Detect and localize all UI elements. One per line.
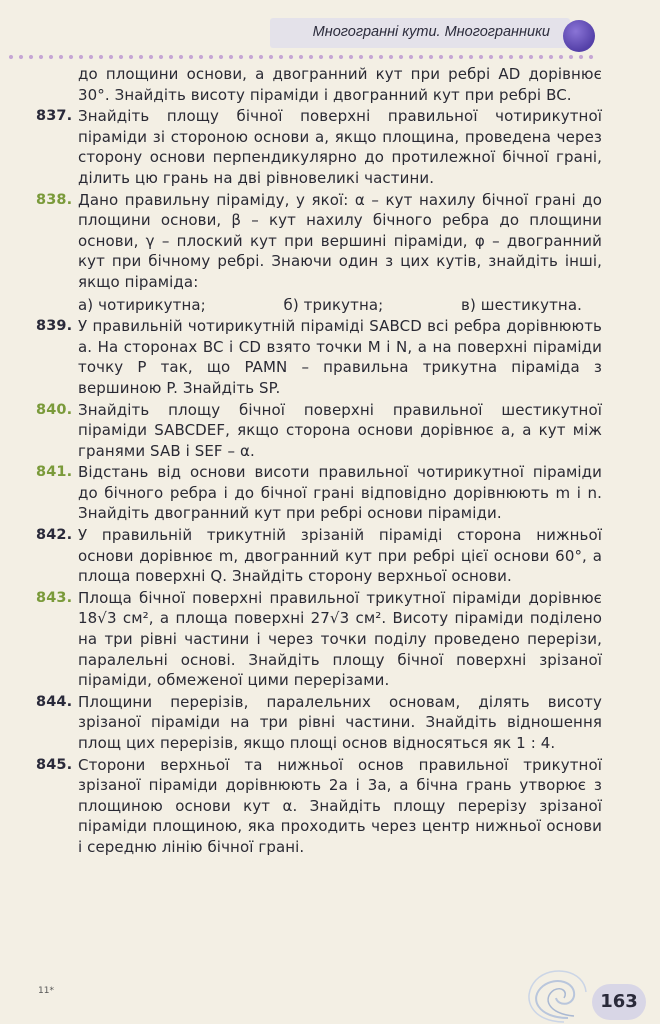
problem-list [36,64,602,859]
page-number-badge [592,984,646,1020]
problem-text: Площа бічної поверхні правильної трикутної піраміди дорівнює 18√3 см², а площа поверхні 27√3 см². Висоту піраміди поділено на три рівні частини і через точки поділу проведено перерізи, паралельні основі. Знайдіть площу бічної поверхні зрізаної піраміди, обмеженої цими перерізами. [78,588,602,690]
problem-number: 841. [36,464,73,481]
problem-text: Площини перерізів, паралельних основам, ділять висоту зрізаної піраміди на три рівні частини. Знайдіть відношення площ цих перерізів, якщо площі основ відносяться як 1 : 4. [78,692,602,752]
problem-text: У правильній чотирикутній піраміді SABCD всі ребра дорівнюють a. На сторонах BC і CD взято точки M і N, а на поверхні піраміди точку P так, що PAMN – правильна трикутна піраміда з вершиною P. Знайдіть SP. [78,317,602,397]
problem-839 [36,316,602,398]
dotted-divider [6,54,596,60]
problem-842 [36,525,602,587]
problem-text: Сторони верхньої та нижньої основ правильної трикутної зрізаної піраміди дорівнюють 2a і 3a, а бічна грань утворює з площиною основи кут α. Знайдіть площу перерізу зрізаної піраміди площиною, яка проходить через центр нижньої основи і середню лінію бічної грані. [78,755,602,856]
signature-mark: 11* [38,986,54,996]
problem-number: 844. [36,693,73,710]
header-circle-icon [563,20,595,52]
problem-text: Знайдіть площу бічної поверхні правильної чотирикутної піраміди зі стороною основи a, якщо площина, проведена через сторону основи перпендикулярно до протилежної бічної грані, ділить цю грань на дві рівновеликі частини. [78,107,602,187]
problem-number: 839. [36,318,73,335]
page-number: 163 [600,991,638,1012]
option-a: а) чотирикутна; [78,295,206,314]
problem-number: 842. [36,527,73,544]
problem-845 [36,755,602,858]
page-header [0,10,660,60]
problem-number: 840. [36,401,73,418]
problem-text: Дано правильну піраміду, у якої: α – кут нахилу бічної грані до площини основи, β – кут нахилу бічного ребра до площини основи, γ – плоский кут при вершині піраміди, φ – двогранний кут при бічному ребрі. Знаючи один з цих кутів, знайдіть інші, якщо піраміда: [78,190,602,291]
problem-options [78,295,602,316]
problem-number: 843. [36,589,73,606]
chapter-title: Многогранні кути. Многогранники [312,24,550,40]
problem-number: 845. [36,756,73,773]
problem-number: 838. [36,191,73,208]
continued-problem-text: до площини основи, а двогранний кут при ребрі AD дорівнює 30°. Знайдіть висоту піраміди і двогранний кут при ребрі BC. [78,65,602,104]
problem-840 [36,400,602,462]
problem-text: Відстань від основи висоти правильної чотирикутної піраміди до бічного ребра і до бічної грані відповідно дорівнюють m і n. Знайдіть двогранний кут при ребрі основи піраміди. [78,463,602,523]
problem-body [78,190,602,316]
option-c: в) шестикутна. [461,295,582,314]
problem-844 [36,692,602,754]
problem-number: 837. [36,108,73,125]
problem-838 [36,190,602,316]
problem-843 [36,588,602,691]
option-b: б) трикутна; [283,295,384,314]
problem-837 [36,106,602,188]
problem-text: Знайдіть площу бічної поверхні правильної шестикутної піраміди SABCDEF, якщо сторона основи дорівнює a, а кут між гранями SAB і SEF – α. [78,400,602,460]
problem-text: У правильній трикутній зрізаній піраміді сторона нижньої основи дорівнює m, двогранний кут при ребрі цієї основи 60°, а площа поверхні Q. Знайдіть сторону верхньої основи. [78,526,602,586]
problem-841 [36,462,602,524]
